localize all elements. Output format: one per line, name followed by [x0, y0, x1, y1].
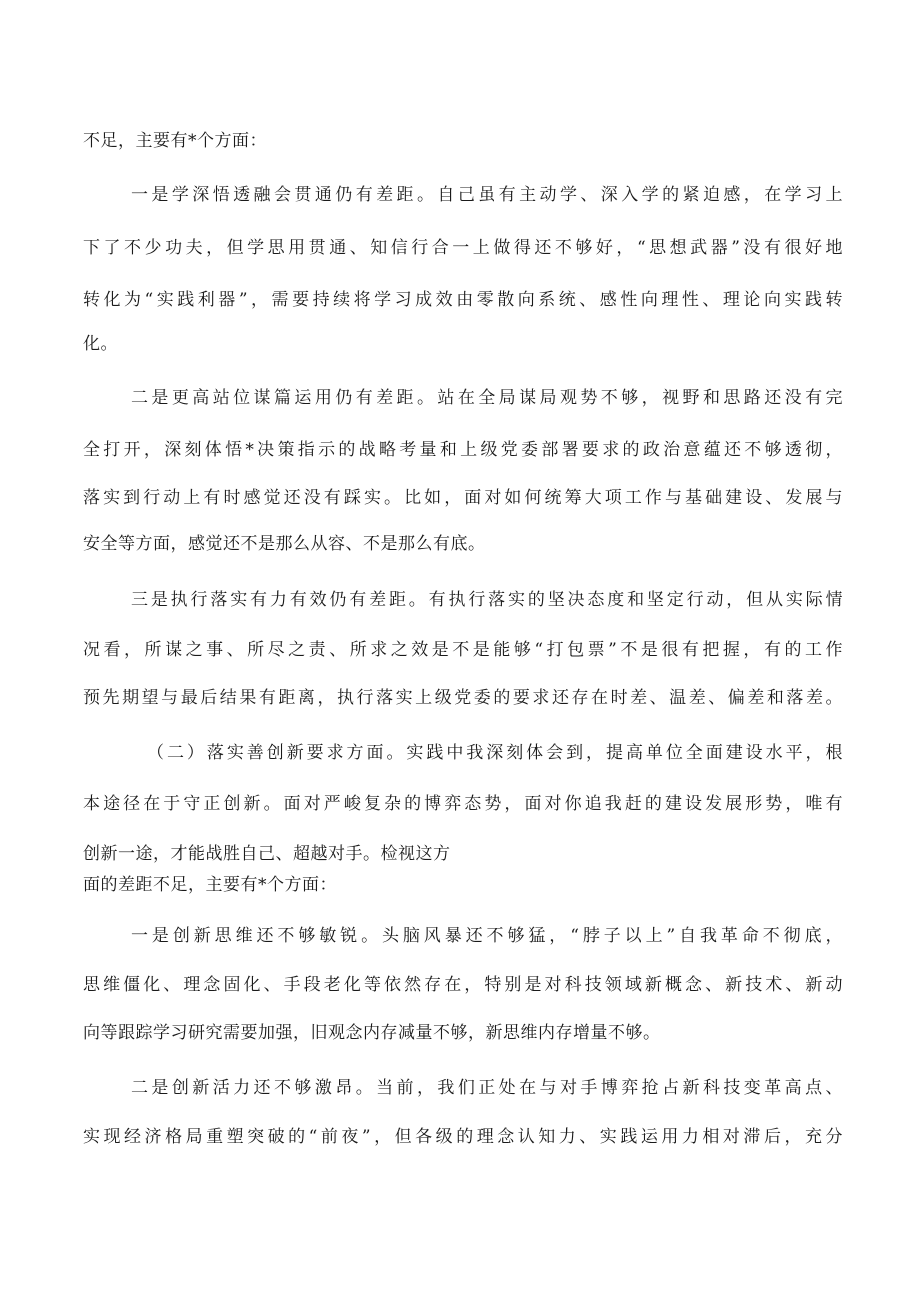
text-line: 况看，所谋之事、所尽之责、所求之效是不是能够“打包票”不是很有把握，有的工作 [83, 640, 843, 660]
text-line: 安全等方面，感觉还不是那么从容、不是那么有底。 [83, 534, 486, 554]
text-line: 二是创新活力还不够激昂。当前，我们正处在与对手博弈抢占新科技变革高点、 [131, 1078, 843, 1098]
text-line: 转化为“实践利器”，需要持续将学习成效由零散向系统、感性向理性、理论向实践转 [83, 290, 843, 310]
text-line: 下了不少功夫，但学思用贯通、知信行合一上做得还不够好，“思想武器”没有很好地 [83, 238, 843, 258]
text-line: 预先期望与最后结果有距离，执行落实上级党委的要求还存在时差、温差、偏差和落差。 [83, 688, 843, 708]
text-line: 面的差距不足，主要有*个方面： [83, 875, 337, 895]
text-line: 落实到行动上有时感觉还没有踩实。比如，面对如何统筹大项工作与基础建设、发展与 [83, 488, 843, 508]
text-line: 二是更高站位谋篇运用仍有差距。站在全局谋局观势不够，视野和思路还没有完 [131, 388, 843, 408]
text-line: 一是创新思维还不够敏锐。头脑风暴还不够猛，“脖子以上”自我革命不彻底， [131, 926, 843, 946]
text-line: 化。 [83, 334, 118, 354]
text-line: （二）落实善创新要求方面。实践中我深刻体会到，提高单位全面建设水平，根 [147, 743, 843, 763]
text-line: 向等跟踪学习研究需要加强，旧观念内存减量不够，新思维内存增量不够。 [83, 1023, 661, 1043]
text-line: 全打开，深刻体悟*决策指示的战略考量和上级党委部署要求的政治意蕴还不够透彻， [83, 440, 843, 460]
text-line: 创新一途，才能战胜自己、超越对手。检视这方 [83, 844, 451, 864]
text-line: 本途径在于守正创新。面对严峻复杂的博弈态势，面对你追我赶的建设发展形势，唯有 [83, 794, 843, 814]
text-line: 不足，主要有*个方面： [83, 131, 267, 151]
text-line: 三是执行落实有力有效仍有差距。有执行落实的坚决态度和坚定行动，但从实际情 [131, 590, 843, 610]
text-line: 思维僵化、理念固化、手段老化等依然存在，特别是对科技领域新概念、新技术、新动 [83, 975, 843, 995]
text-line: 一是学深悟透融会贯通仍有差距。自己虽有主动学、深入学的紧迫感，在学习上 [131, 185, 843, 205]
text-line: 实现经济格局重塑突破的“前夜”，但各级的理念认知力、实践运用力相对滞后，充分 [83, 1127, 843, 1147]
